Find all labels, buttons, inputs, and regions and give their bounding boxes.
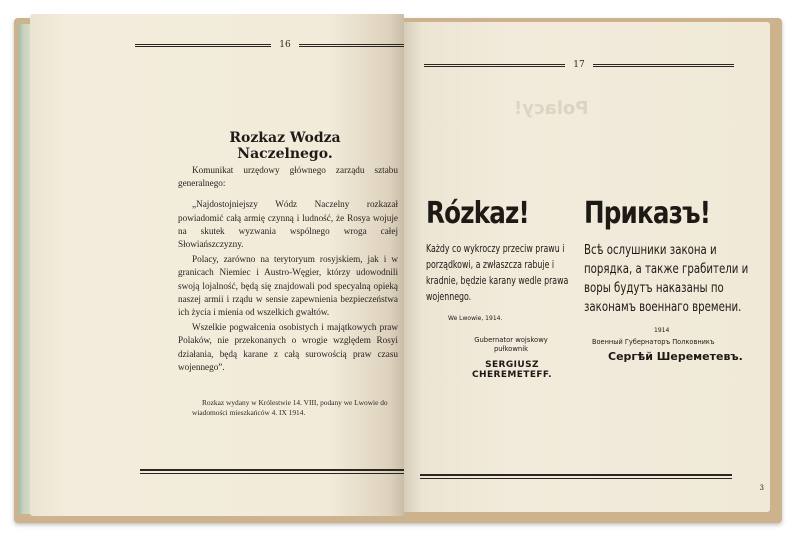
right-page-footer-rule (420, 474, 732, 479)
body-paragraph: Polacy, zarówno na terytoryum rosyjskiem, jak i w granicach Niemiec i Austro-Węgier, którzy udowodnili swoją lojalność, będą się znajdowali pod specyalną opieką naszej armii i rządu w sensie zapewnienia bezpieczeństwa ich życia i mienia od wszelkich gwałtów. (178, 254, 398, 318)
body-paragraph: Komunikat urzędowy głównego zarządu sztabu generalnego: (178, 165, 398, 189)
body-paragraph: „Najdostojniejszy Wódz Naczelny rozkazał powiadomić całą armię czynną i ludność, że Rosya wojuje na skutek wyzwania wspólnego wroga całej Słowiańszczyzny. (178, 199, 398, 250)
left-page (30, 14, 404, 516)
signature-role-line: pułkownik (493, 345, 529, 353)
polish-signature-role (446, 336, 576, 354)
polish-heading: Rózkaz! (426, 196, 529, 231)
header-rule-line (424, 64, 565, 67)
polish-signature-name: SERGIUSZ CHEREMETEFF. (472, 360, 552, 380)
russian-heading: Приказъ! (584, 196, 711, 231)
polish-place-date: We Lwowie, 1914. (448, 315, 503, 322)
right-page-header (424, 60, 734, 70)
header-rule-line (135, 44, 271, 47)
header-rule-line (593, 64, 734, 67)
show-through-text: Polacy! (514, 98, 589, 119)
body-paragraph: Wszelkie pogwałcenia osobistych i majątkowych praw Polaków, nie przekonanych o wrogie względem Rosyi działania, będą karane z całą surowością praw czasu wojennego”. (178, 322, 398, 372)
left-page-title: Rozkaz Wodza Naczelnego. (229, 130, 341, 162)
russian-signature-name: Сергѣй Шереметевъ. (608, 350, 743, 363)
russian-text: Всѣ ослушники закона и порядка, а также грабители и воры будутъ наказаны по законамъ военнаго времени. (584, 242, 749, 315)
right-page-number: 17 (573, 60, 585, 70)
russian-date: 1914 (654, 327, 670, 334)
header-rule-line (299, 44, 404, 47)
right-page (404, 22, 770, 512)
right-page-corner-mark: 3 (759, 484, 764, 492)
signature-role-line: Gubernator wojskowy (474, 336, 548, 344)
left-page-header (135, 40, 404, 50)
left-page-body (178, 164, 398, 376)
left-page-footer-rule (140, 469, 404, 474)
russian-proclamation (584, 196, 752, 363)
polish-proclamation (426, 196, 576, 380)
left-page-number: 16 (279, 40, 291, 50)
polish-text: Każdy co wykroczy przeciw prawu i porządkowi, a zwłaszcza rabuje i kradnie, będzie karany wedle prawa wojennego. (426, 243, 569, 303)
left-page-footnote: Rozkaz wydany w Królestwie 14. VIII, podany we Lwowie do wiadomości mieszkańców 4. IX 1914. (192, 398, 388, 417)
russian-signature-role: Военный Губернаторъ Полковникъ (592, 338, 715, 346)
